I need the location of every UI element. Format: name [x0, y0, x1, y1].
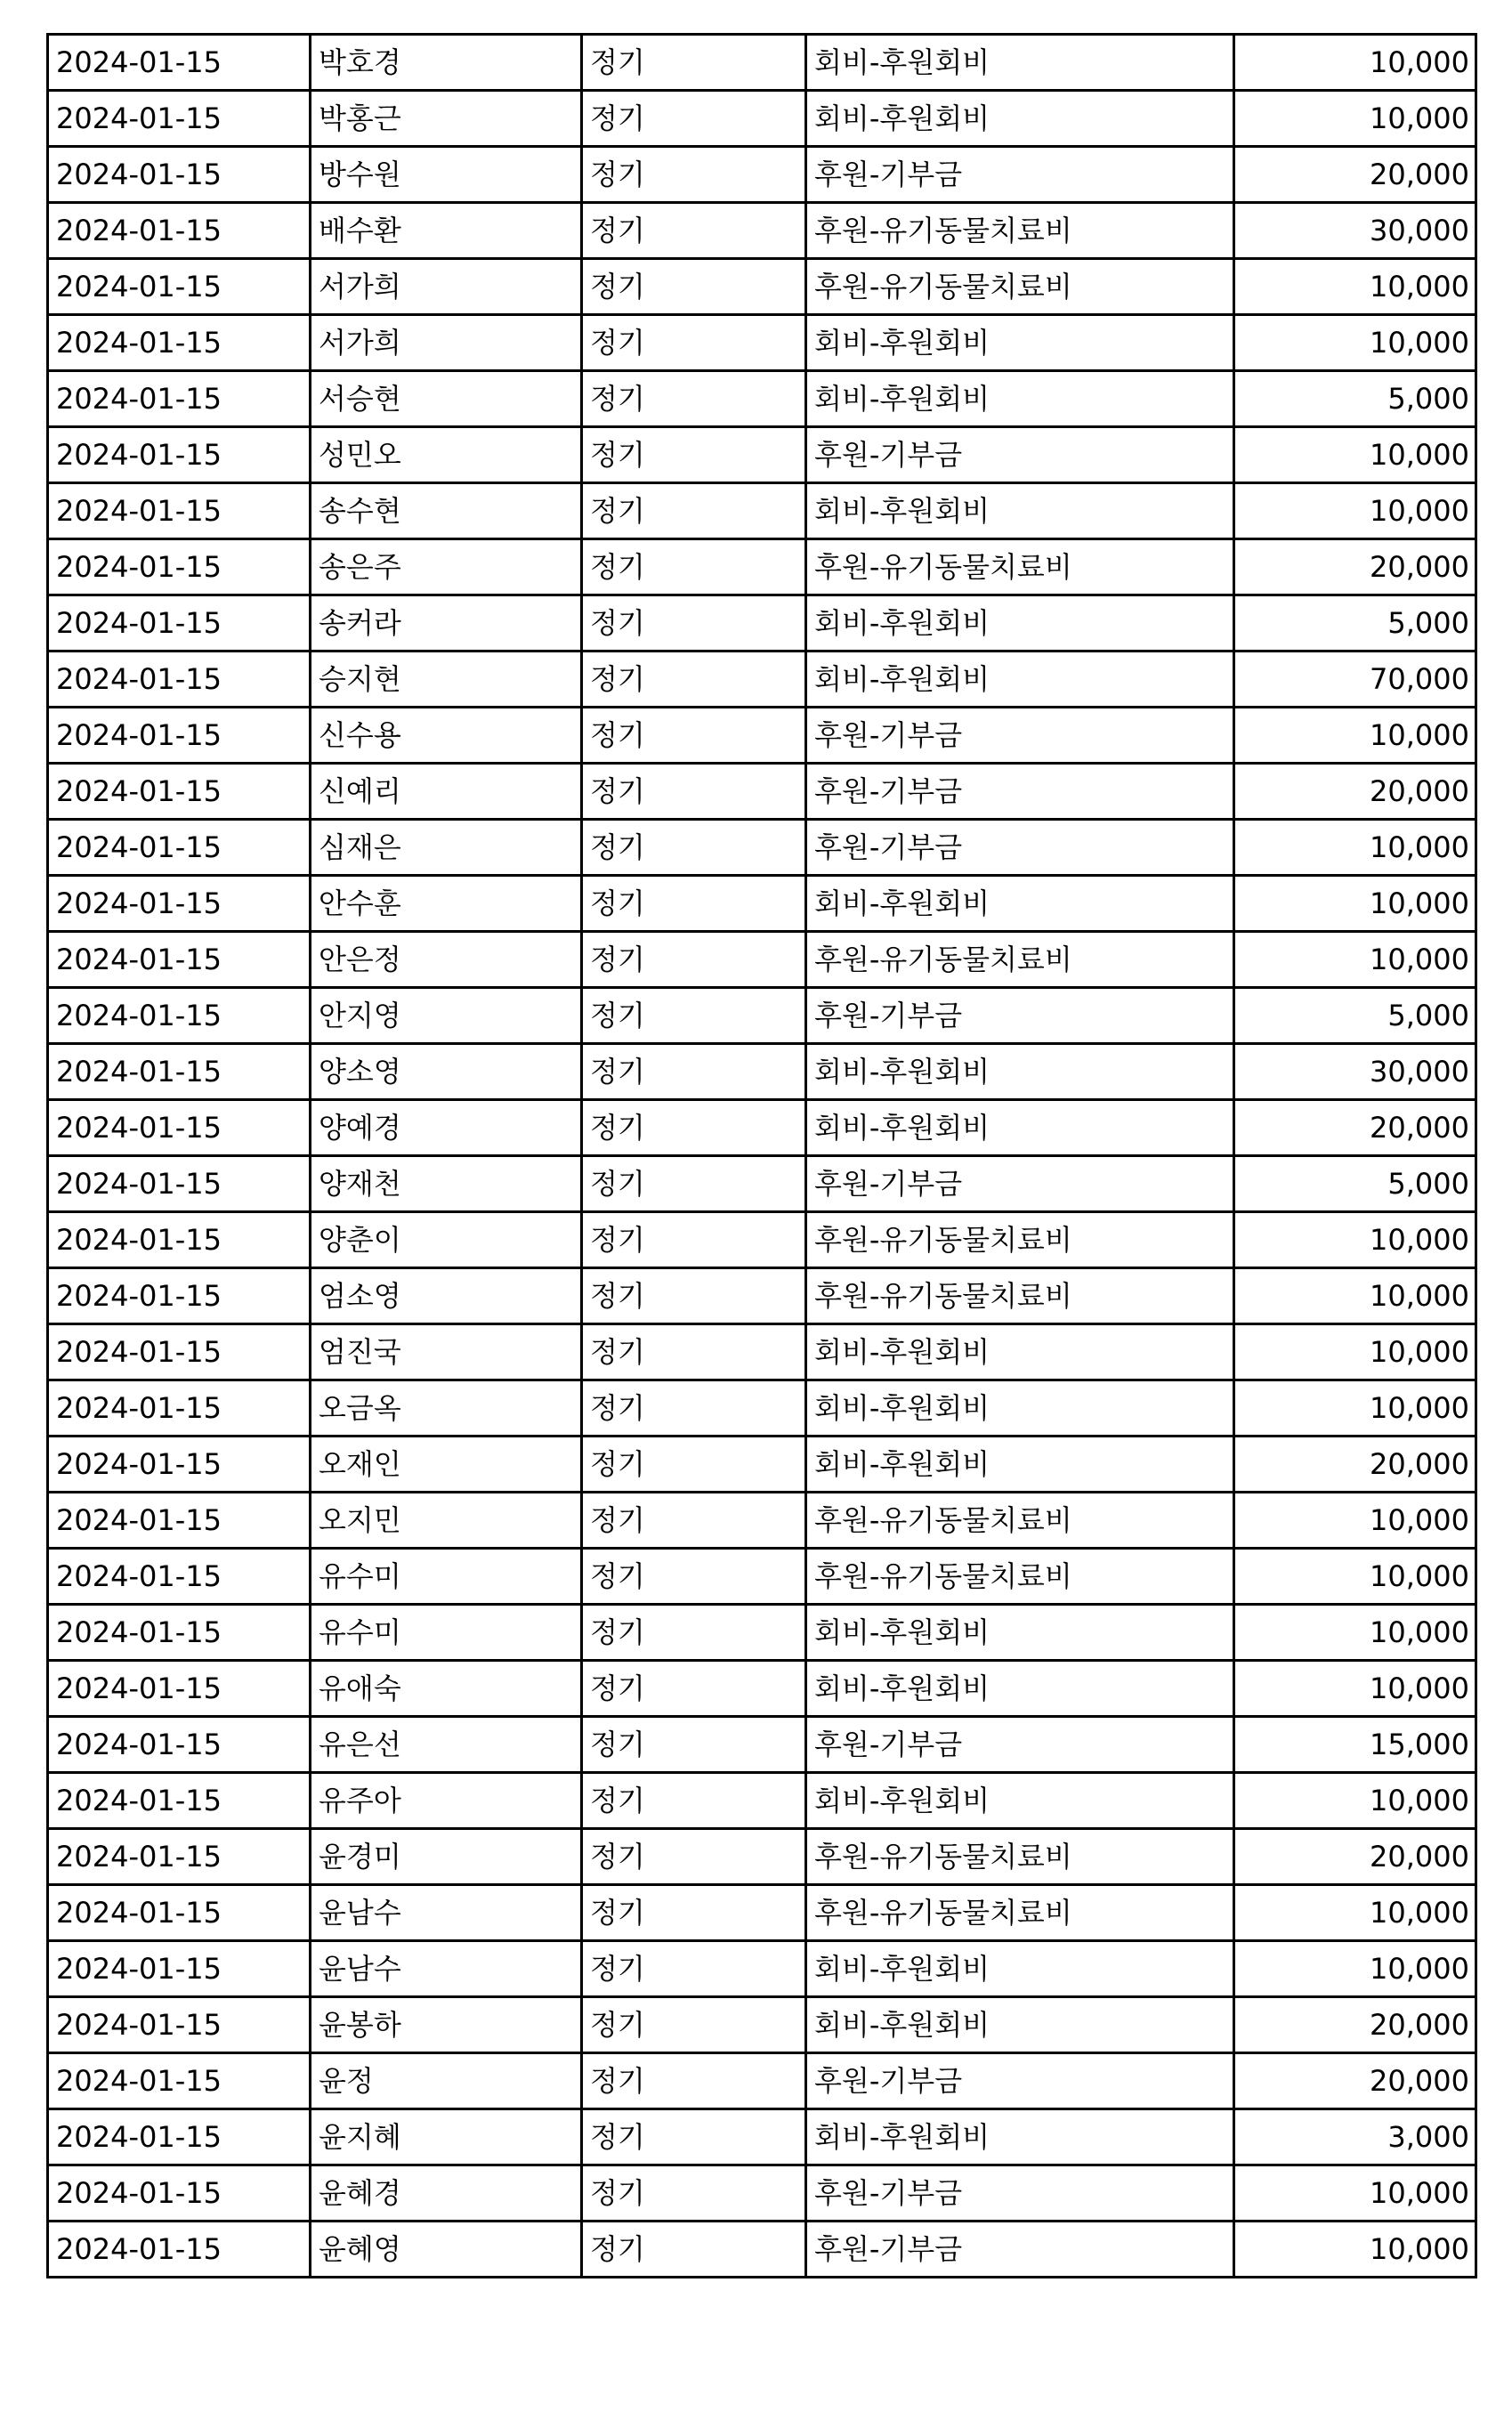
payment-type-cell: 정기 — [582, 1885, 806, 1941]
donor-name-cell: 양소영 — [311, 1044, 582, 1100]
date-cell: 2024-01-15 — [48, 203, 311, 259]
donor-name-cell: 엄진국 — [311, 1324, 582, 1380]
amount-cell: 10,000 — [1234, 820, 1476, 876]
amount-cell: 10,000 — [1234, 932, 1476, 988]
donor-name-cell: 유은선 — [311, 1717, 582, 1773]
table-row — [48, 820, 1476, 876]
table-row — [48, 1324, 1476, 1380]
payment-type-cell: 정기 — [582, 1324, 806, 1380]
payment-type-cell: 정기 — [582, 708, 806, 764]
payment-type-cell: 정기 — [582, 1717, 806, 1773]
table-row — [48, 2109, 1476, 2165]
category-cell: 후원-기부금 — [806, 764, 1234, 820]
amount-cell: 5,000 — [1234, 988, 1476, 1044]
date-cell: 2024-01-15 — [48, 427, 311, 483]
amount-cell: 20,000 — [1234, 1437, 1476, 1493]
amount-cell: 20,000 — [1234, 147, 1476, 203]
table-row — [48, 2165, 1476, 2222]
category-cell: 회비-후원회비 — [806, 371, 1234, 427]
date-cell: 2024-01-15 — [48, 1605, 311, 1661]
payment-type-cell: 정기 — [582, 1380, 806, 1437]
ledger-body — [48, 35, 1476, 2278]
table-row — [48, 1605, 1476, 1661]
table-row — [48, 91, 1476, 147]
donor-name-cell: 윤혜경 — [311, 2165, 582, 2222]
table-row — [48, 1717, 1476, 1773]
payment-type-cell: 정기 — [582, 876, 806, 932]
donor-name-cell: 박호경 — [311, 35, 582, 91]
date-cell: 2024-01-15 — [48, 2053, 311, 2109]
donor-name-cell: 유수미 — [311, 1605, 582, 1661]
donor-name-cell: 성민오 — [311, 427, 582, 483]
table-row — [48, 1661, 1476, 1717]
table-row — [48, 1829, 1476, 1885]
table-row — [48, 203, 1476, 259]
category-cell: 회비-후원회비 — [806, 1661, 1234, 1717]
table-row — [48, 1437, 1476, 1493]
category-cell: 회비-후원회비 — [806, 35, 1234, 91]
category-cell: 후원-기부금 — [806, 708, 1234, 764]
donor-name-cell: 양재천 — [311, 1156, 582, 1212]
amount-cell: 10,000 — [1234, 315, 1476, 371]
donor-name-cell: 유수미 — [311, 1549, 582, 1605]
donor-name-cell: 윤정 — [311, 2053, 582, 2109]
category-cell: 후원-유기동물치료비 — [806, 1885, 1234, 1941]
table-row — [48, 315, 1476, 371]
amount-cell: 10,000 — [1234, 2165, 1476, 2222]
donor-name-cell: 안수훈 — [311, 876, 582, 932]
category-cell: 회비-후원회비 — [806, 876, 1234, 932]
date-cell: 2024-01-15 — [48, 1100, 311, 1156]
payment-type-cell: 정기 — [582, 1156, 806, 1212]
category-cell: 회비-후원회비 — [806, 2109, 1234, 2165]
payment-type-cell: 정기 — [582, 820, 806, 876]
amount-cell: 10,000 — [1234, 1661, 1476, 1717]
amount-cell: 10,000 — [1234, 259, 1476, 315]
amount-cell: 20,000 — [1234, 1829, 1476, 1885]
payment-type-cell: 정기 — [582, 1044, 806, 1100]
donor-name-cell: 유애숙 — [311, 1661, 582, 1717]
donor-name-cell: 송커라 — [311, 595, 582, 652]
category-cell: 회비-후원회비 — [806, 1380, 1234, 1437]
amount-cell: 20,000 — [1234, 2053, 1476, 2109]
category-cell: 후원-유기동물치료비 — [806, 1212, 1234, 1268]
payment-type-cell: 정기 — [582, 315, 806, 371]
date-cell: 2024-01-15 — [48, 1717, 311, 1773]
date-cell: 2024-01-15 — [48, 1156, 311, 1212]
donor-name-cell: 윤혜영 — [311, 2222, 582, 2278]
payment-type-cell: 정기 — [582, 2165, 806, 2222]
payment-type-cell: 정기 — [582, 932, 806, 988]
amount-cell: 10,000 — [1234, 1941, 1476, 1997]
amount-cell: 10,000 — [1234, 1493, 1476, 1549]
donor-name-cell: 오재인 — [311, 1437, 582, 1493]
donor-name-cell: 윤경미 — [311, 1829, 582, 1885]
date-cell: 2024-01-15 — [48, 652, 311, 708]
table-row — [48, 1493, 1476, 1549]
date-cell: 2024-01-15 — [48, 91, 311, 147]
table-row — [48, 988, 1476, 1044]
table-row — [48, 1156, 1476, 1212]
date-cell: 2024-01-15 — [48, 1773, 311, 1829]
table-row — [48, 1997, 1476, 2053]
category-cell: 회비-후원회비 — [806, 1437, 1234, 1493]
date-cell: 2024-01-15 — [48, 259, 311, 315]
table-row — [48, 539, 1476, 595]
donor-name-cell: 심재은 — [311, 820, 582, 876]
payment-type-cell: 정기 — [582, 1661, 806, 1717]
date-cell: 2024-01-15 — [48, 371, 311, 427]
payment-type-cell: 정기 — [582, 595, 806, 652]
payment-type-cell: 정기 — [582, 1212, 806, 1268]
date-cell: 2024-01-15 — [48, 1493, 311, 1549]
payment-type-cell: 정기 — [582, 652, 806, 708]
payment-type-cell: 정기 — [582, 483, 806, 539]
category-cell: 회비-후원회비 — [806, 483, 1234, 539]
date-cell: 2024-01-15 — [48, 932, 311, 988]
donor-name-cell: 양예경 — [311, 1100, 582, 1156]
date-cell: 2024-01-15 — [48, 2222, 311, 2278]
donor-name-cell: 배수환 — [311, 203, 582, 259]
category-cell: 후원-유기동물치료비 — [806, 1268, 1234, 1324]
amount-cell: 5,000 — [1234, 595, 1476, 652]
category-cell: 후원-유기동물치료비 — [806, 932, 1234, 988]
amount-cell: 20,000 — [1234, 539, 1476, 595]
donor-name-cell: 엄소영 — [311, 1268, 582, 1324]
date-cell: 2024-01-15 — [48, 1997, 311, 2053]
amount-cell: 5,000 — [1234, 1156, 1476, 1212]
category-cell: 후원-기부금 — [806, 2053, 1234, 2109]
date-cell: 2024-01-15 — [48, 539, 311, 595]
payment-type-cell: 정기 — [582, 1997, 806, 2053]
donor-name-cell: 서가희 — [311, 259, 582, 315]
donor-name-cell: 방수원 — [311, 147, 582, 203]
donor-name-cell: 안은정 — [311, 932, 582, 988]
payment-type-cell: 정기 — [582, 147, 806, 203]
donor-name-cell: 서가희 — [311, 315, 582, 371]
payment-type-cell: 정기 — [582, 1773, 806, 1829]
payment-type-cell: 정기 — [582, 2053, 806, 2109]
amount-cell: 5,000 — [1234, 371, 1476, 427]
category-cell: 후원-기부금 — [806, 1156, 1234, 1212]
category-cell: 회비-후원회비 — [806, 1044, 1234, 1100]
amount-cell: 3,000 — [1234, 2109, 1476, 2165]
payment-type-cell: 정기 — [582, 1549, 806, 1605]
amount-cell: 10,000 — [1234, 1605, 1476, 1661]
category-cell: 후원-유기동물치료비 — [806, 1829, 1234, 1885]
amount-cell: 10,000 — [1234, 1268, 1476, 1324]
table-row — [48, 876, 1476, 932]
donor-name-cell: 안지영 — [311, 988, 582, 1044]
amount-cell: 10,000 — [1234, 2222, 1476, 2278]
category-cell: 회비-후원회비 — [806, 652, 1234, 708]
amount-cell: 10,000 — [1234, 427, 1476, 483]
amount-cell: 10,000 — [1234, 1549, 1476, 1605]
payment-type-cell: 정기 — [582, 1829, 806, 1885]
donor-name-cell: 오금옥 — [311, 1380, 582, 1437]
category-cell: 후원-기부금 — [806, 2165, 1234, 2222]
table-row — [48, 1268, 1476, 1324]
table-row — [48, 932, 1476, 988]
table-row — [48, 259, 1476, 315]
payment-type-cell: 정기 — [582, 1437, 806, 1493]
payment-type-cell: 정기 — [582, 1941, 806, 1997]
donor-name-cell: 신예리 — [311, 764, 582, 820]
date-cell: 2024-01-15 — [48, 35, 311, 91]
amount-cell: 30,000 — [1234, 1044, 1476, 1100]
date-cell: 2024-01-15 — [48, 1941, 311, 1997]
table-row — [48, 1941, 1476, 1997]
table-row — [48, 595, 1476, 652]
category-cell: 후원-유기동물치료비 — [806, 539, 1234, 595]
category-cell: 후원-유기동물치료비 — [806, 1549, 1234, 1605]
payment-type-cell: 정기 — [582, 203, 806, 259]
table-row — [48, 2053, 1476, 2109]
donor-name-cell: 송은주 — [311, 539, 582, 595]
amount-cell: 10,000 — [1234, 1212, 1476, 1268]
table-row — [48, 1885, 1476, 1941]
category-cell: 회비-후원회비 — [806, 1773, 1234, 1829]
category-cell: 회비-후원회비 — [806, 91, 1234, 147]
donor-name-cell: 송수현 — [311, 483, 582, 539]
date-cell: 2024-01-15 — [48, 1549, 311, 1605]
table-row — [48, 35, 1476, 91]
date-cell: 2024-01-15 — [48, 1212, 311, 1268]
donation-ledger-table — [46, 33, 1477, 2278]
date-cell: 2024-01-15 — [48, 820, 311, 876]
table-row — [48, 1044, 1476, 1100]
payment-type-cell: 정기 — [582, 1605, 806, 1661]
category-cell: 회비-후원회비 — [806, 1941, 1234, 1997]
payment-type-cell: 정기 — [582, 35, 806, 91]
category-cell: 회비-후원회비 — [806, 1997, 1234, 2053]
category-cell: 회비-후원회비 — [806, 1100, 1234, 1156]
donor-name-cell: 양춘이 — [311, 1212, 582, 1268]
category-cell: 후원-기부금 — [806, 1717, 1234, 1773]
donor-name-cell: 박홍근 — [311, 91, 582, 147]
table-row — [48, 708, 1476, 764]
table-row — [48, 1773, 1476, 1829]
date-cell: 2024-01-15 — [48, 2165, 311, 2222]
date-cell: 2024-01-15 — [48, 1380, 311, 1437]
date-cell: 2024-01-15 — [48, 483, 311, 539]
table-row — [48, 427, 1476, 483]
amount-cell: 10,000 — [1234, 91, 1476, 147]
table-row — [48, 371, 1476, 427]
table-row — [48, 652, 1476, 708]
donor-name-cell: 유주아 — [311, 1773, 582, 1829]
category-cell: 후원-기부금 — [806, 820, 1234, 876]
table-row — [48, 1549, 1476, 1605]
payment-type-cell: 정기 — [582, 2109, 806, 2165]
date-cell: 2024-01-15 — [48, 2109, 311, 2165]
table-row — [48, 764, 1476, 820]
amount-cell: 10,000 — [1234, 1324, 1476, 1380]
donor-name-cell: 윤지혜 — [311, 2109, 582, 2165]
category-cell: 회비-후원회비 — [806, 1324, 1234, 1380]
category-cell: 후원-기부금 — [806, 147, 1234, 203]
payment-type-cell: 정기 — [582, 539, 806, 595]
amount-cell: 10,000 — [1234, 35, 1476, 91]
payment-type-cell: 정기 — [582, 259, 806, 315]
amount-cell: 10,000 — [1234, 1885, 1476, 1941]
amount-cell: 10,000 — [1234, 1380, 1476, 1437]
date-cell: 2024-01-15 — [48, 1661, 311, 1717]
category-cell: 회비-후원회비 — [806, 315, 1234, 371]
date-cell: 2024-01-15 — [48, 315, 311, 371]
donor-name-cell: 윤남수 — [311, 1885, 582, 1941]
table-row — [48, 483, 1476, 539]
date-cell: 2024-01-15 — [48, 1044, 311, 1100]
payment-type-cell: 정기 — [582, 2222, 806, 2278]
payment-type-cell: 정기 — [582, 371, 806, 427]
table-row — [48, 1212, 1476, 1268]
amount-cell: 20,000 — [1234, 1100, 1476, 1156]
donor-name-cell: 윤봉하 — [311, 1997, 582, 2053]
date-cell: 2024-01-15 — [48, 1885, 311, 1941]
date-cell: 2024-01-15 — [48, 1829, 311, 1885]
amount-cell: 10,000 — [1234, 483, 1476, 539]
payment-type-cell: 정기 — [582, 1268, 806, 1324]
payment-type-cell: 정기 — [582, 764, 806, 820]
donor-name-cell: 윤남수 — [311, 1941, 582, 1997]
category-cell: 후원-유기동물치료비 — [806, 203, 1234, 259]
amount-cell: 20,000 — [1234, 1997, 1476, 2053]
date-cell: 2024-01-15 — [48, 595, 311, 652]
payment-type-cell: 정기 — [582, 427, 806, 483]
donor-name-cell: 신수용 — [311, 708, 582, 764]
donor-name-cell: 서승현 — [311, 371, 582, 427]
table-row — [48, 1100, 1476, 1156]
payment-type-cell: 정기 — [582, 1100, 806, 1156]
payment-type-cell: 정기 — [582, 1493, 806, 1549]
payment-type-cell: 정기 — [582, 91, 806, 147]
date-cell: 2024-01-15 — [48, 147, 311, 203]
date-cell: 2024-01-15 — [48, 708, 311, 764]
category-cell: 회비-후원회비 — [806, 1605, 1234, 1661]
category-cell: 후원-기부금 — [806, 427, 1234, 483]
amount-cell: 10,000 — [1234, 876, 1476, 932]
amount-cell: 10,000 — [1234, 1773, 1476, 1829]
date-cell: 2024-01-15 — [48, 1268, 311, 1324]
amount-cell: 20,000 — [1234, 764, 1476, 820]
donor-name-cell: 오지민 — [311, 1493, 582, 1549]
amount-cell: 10,000 — [1234, 708, 1476, 764]
date-cell: 2024-01-15 — [48, 764, 311, 820]
date-cell: 2024-01-15 — [48, 1324, 311, 1380]
category-cell: 후원-유기동물치료비 — [806, 259, 1234, 315]
donor-name-cell: 승지현 — [311, 652, 582, 708]
date-cell: 2024-01-15 — [48, 876, 311, 932]
category-cell: 후원-유기동물치료비 — [806, 1493, 1234, 1549]
category-cell: 후원-기부금 — [806, 2222, 1234, 2278]
date-cell: 2024-01-15 — [48, 988, 311, 1044]
amount-cell: 70,000 — [1234, 652, 1476, 708]
category-cell: 회비-후원회비 — [806, 595, 1234, 652]
amount-cell: 15,000 — [1234, 1717, 1476, 1773]
date-cell: 2024-01-15 — [48, 1437, 311, 1493]
category-cell: 후원-기부금 — [806, 988, 1234, 1044]
amount-cell: 30,000 — [1234, 203, 1476, 259]
table-row — [48, 1380, 1476, 1437]
table-row — [48, 2222, 1476, 2278]
table-row — [48, 147, 1476, 203]
payment-type-cell: 정기 — [582, 988, 806, 1044]
